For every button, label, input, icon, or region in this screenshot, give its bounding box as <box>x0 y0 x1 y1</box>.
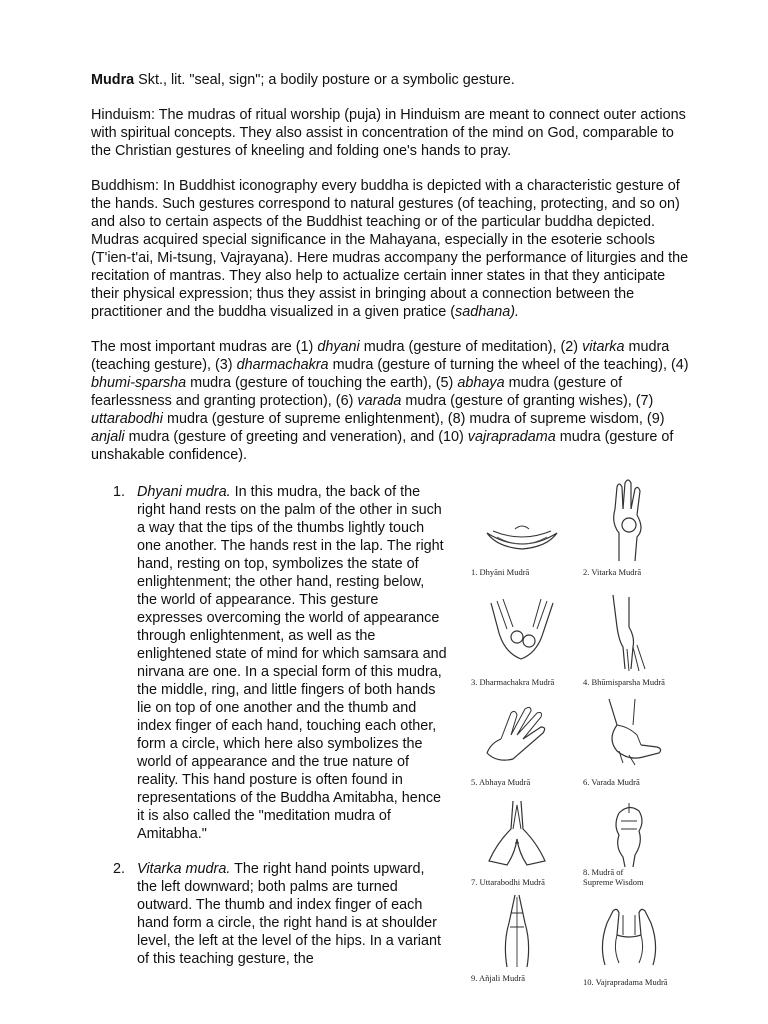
figure-bhumisparsha <box>583 593 693 691</box>
text-run: The most important mudras are (1) <box>91 339 318 355</box>
text-run: mudra (gesture of turning the wheel of the teaching), (4) <box>328 357 689 373</box>
buddhism-paragraph <box>91 177 691 321</box>
list-item <box>91 483 447 843</box>
italic-term: vitarka <box>582 339 625 355</box>
figure-caption: 7. Uttarabodhi Mudrā <box>471 877 545 887</box>
figure-anjali <box>471 893 581 991</box>
figure-varada <box>583 695 693 793</box>
figure-supreme-wisdom <box>583 799 693 897</box>
list-item-text: The right hand points upward, the left downward; both palms are turned outward. The thumb and index finger of each hand form a circle, the right hand is at shoulder level, the left at the level of the hips. In a variant of this teaching gesture, the <box>137 861 441 967</box>
figure-caption: 5. Abhaya Mudrā <box>471 777 531 787</box>
varada-hand-icon <box>589 695 669 773</box>
figure-caption: 1. Dhyāni Mudrā <box>471 567 530 577</box>
uttarabodhi-hands-icon <box>477 799 557 873</box>
figure-vajrapradama <box>583 905 693 1003</box>
italic-term: bhumi-sparsha <box>91 375 187 391</box>
intro-paragraph <box>91 71 691 89</box>
supreme-wisdom-hands-icon <box>589 799 669 869</box>
buddhism-text: Buddhism: In Buddhist iconography every buddha is depicted with a characteristic gesture of the hands. Such gestures correspond to natural gestures (of teaching, protecting, and so on) and also to certain aspects of the Buddhist teaching or of the particular buddha depicted. Mudras acquired special significance in the Mahayana, especially in the esoterie schools (T'ien-t'ai, Mi-tsung, Vajrayana). Here mudras accompany the performance of liturgies and the recitation of mantras. They also help to actualize certain inner states in that they anticipate their physical expression; thus they assist in bringing about a connection between the practitioner and the buddha visualized in a given pratice ( <box>91 178 689 320</box>
figure-caption: 3. Dharmachakra Mudrā <box>471 677 555 687</box>
figure-abhaya <box>471 703 581 801</box>
mudra-figure-panel <box>471 493 701 1005</box>
buddhism-italic: sadhana). <box>455 304 520 320</box>
mudra-list-section <box>91 483 691 987</box>
figure-vitarka <box>583 473 693 577</box>
figure-caption: 2. Vitarka Mudrā <box>583 567 642 577</box>
text-run: mudra (teaching gesture), (3) <box>91 339 670 373</box>
vitarka-hand-icon <box>589 473 669 563</box>
italic-term: vajrapradama <box>467 429 556 445</box>
text-run: mudra (gesture of meditation), (2) <box>359 339 583 355</box>
vajrapradama-hands-icon <box>589 905 669 975</box>
figure-caption: 8. Mudrā of Supreme Wisdom <box>583 867 644 887</box>
italic-term: dharmachakra <box>236 357 329 373</box>
text-run: mudra (gesture of greeting and veneration), and (10) <box>124 429 468 445</box>
abhaya-hand-icon <box>477 703 557 773</box>
list-item-title: Dhyani mudra. <box>137 484 231 500</box>
mudra-list <box>91 483 447 968</box>
list-item <box>91 860 447 968</box>
dhyani-hands-icon <box>477 493 567 563</box>
text-run: mudra (gesture of fearlessness and granting protection), (6) <box>91 375 623 409</box>
italic-term: dhyani <box>317 339 360 355</box>
hinduism-paragraph: Hinduism: The mudras of ritual worship (puja) in Hinduism are meant to connect outer actions with spiritual concepts. They also assist in concentration of the mind on God, comparable to the Christian gestures of kneeling and folding one's hands to pray. <box>91 107 686 159</box>
text-run: mudra (gesture of supreme enlightenment), (8) mudra of supreme wisdom, (9) <box>163 411 665 427</box>
italic-term: varada <box>357 393 402 409</box>
list-number: 2. <box>113 861 126 877</box>
document-page <box>91 71 691 985</box>
italic-term: uttarabodhi <box>91 411 164 427</box>
term-heading: Mudra <box>91 72 135 88</box>
figure-dhyani <box>471 493 581 591</box>
figure-dharmachakra <box>471 593 581 691</box>
anjali-hands-icon <box>477 893 557 969</box>
list-item-title: Vitarka mudra. <box>137 861 231 877</box>
list-number: 1. <box>113 484 126 500</box>
important-mudras-paragraph <box>91 338 691 464</box>
text-run: mudra (gesture of touching the earth), (5) <box>186 375 458 391</box>
list-item-text: In this mudra, the back of the right hand rests on the palm of the other in such a way that the tips of the thumbs lightly touch one another. The hands rest in the lap. The right hand, resting on top, symbolizes the state of enlightenment; the other hand, resting below, the world of appearance. This gesture expresses overcoming the world of appearance through enlightenment, as well as the enlightened state of mind for which samsara and nirvana are one. In a special form of this mudra, the middle, ring, and little fingers of both hands lie on top of one another and the thumb and index finger of each hand, touching each other, form a circle, which here also symbolizes the world of appearance and the true nature of reality. This hand posture is often found in representations of the Buddha Amitabha, hence it is also called the "meditation mudra of Amitabha." <box>137 484 447 842</box>
figure-caption: 10. Vajrapradama Mudrā <box>583 977 668 987</box>
figure-caption: 4. Bhūmisparsha Mudrā <box>583 677 665 687</box>
bhumisparsha-hand-icon <box>589 593 669 673</box>
italic-term: anjali <box>91 429 125 445</box>
dharmachakra-hands-icon <box>477 593 567 673</box>
term-definition: Skt., lit. "seal, sign"; a bodily posture or a symbolic gesture. <box>134 72 515 88</box>
text-run: mudra (gesture of granting wishes), (7) <box>401 393 654 409</box>
text-run: mudra (gesture of unshakable confidence). <box>91 429 674 463</box>
italic-term: abhaya <box>457 375 505 391</box>
figure-uttarabodhi <box>471 799 581 897</box>
figure-caption: 6. Varada Mudrā <box>583 777 640 787</box>
figure-caption: 9. Añjali Mudrā <box>471 973 526 983</box>
